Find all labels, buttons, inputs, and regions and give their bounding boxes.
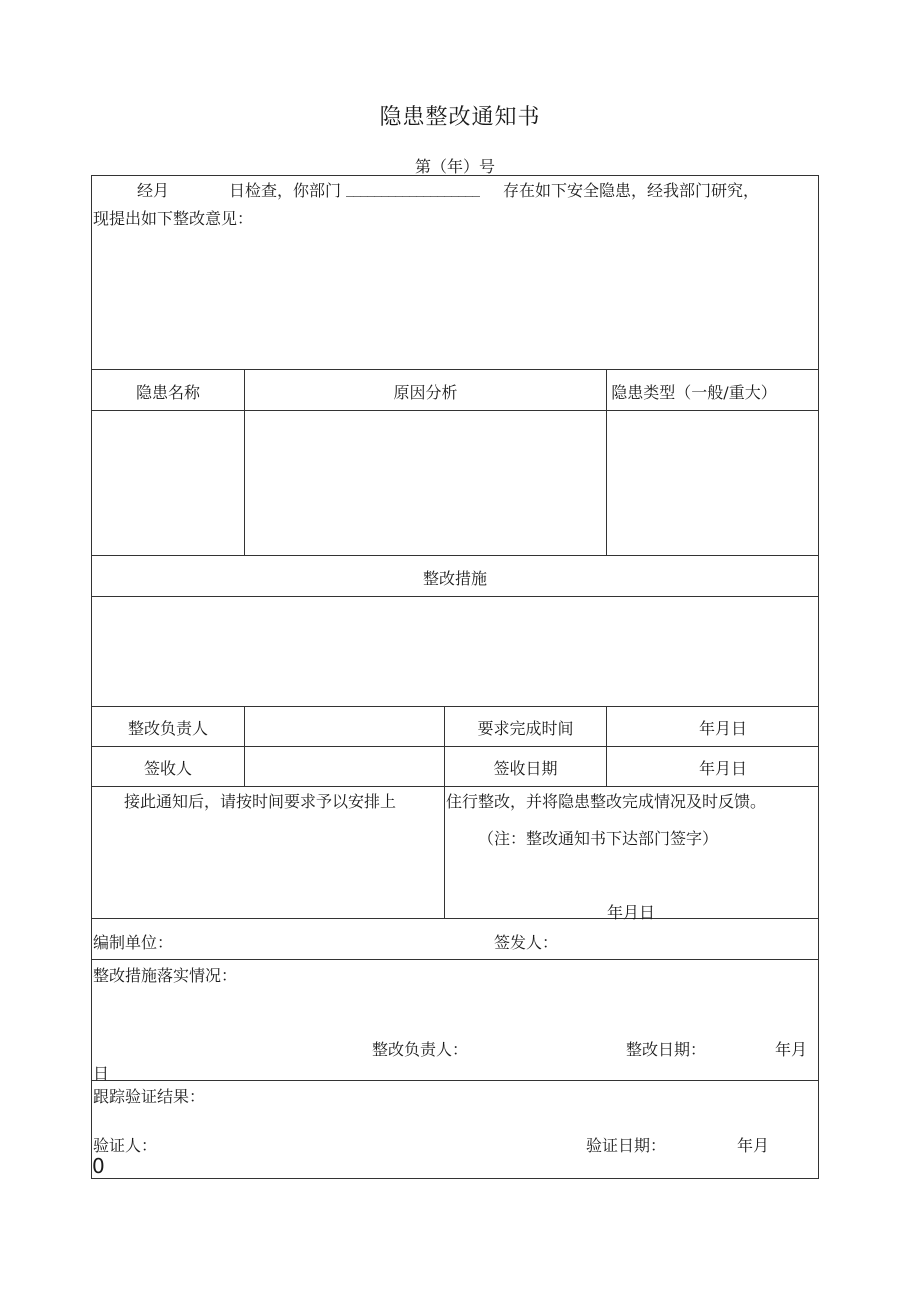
hazard-name-header: 隐患名称 (135, 383, 200, 402)
deadline-label: 要求完成时间 (477, 719, 574, 738)
verification-date-zero: 0 (92, 1154, 105, 1178)
divider (91, 706, 819, 707)
divider (91, 918, 819, 919)
divider (91, 596, 819, 597)
hazard-statement: 存在如下安全隐患，经我部门研究， (503, 181, 760, 200)
document-number: 第（年）号 (414, 157, 495, 176)
implementation-date-label: 整改日期： (626, 1040, 707, 1059)
notice-text-left: 接此通知后，请按时间要求予以安排上 (124, 792, 397, 811)
form-frame (91, 175, 819, 1179)
divider (91, 746, 819, 747)
divider (244, 706, 245, 786)
receipt-date-label: 签收日期 (493, 759, 558, 778)
divider (91, 786, 819, 787)
rectification-opinion-label: 现提出如下整改意见： (93, 209, 254, 228)
notice-date: 年月日 (607, 903, 656, 922)
notice-note: （注：整改通知书下达部门签字） (478, 829, 719, 848)
divider (91, 555, 819, 556)
receiver-label: 签收人 (143, 759, 192, 778)
divider (91, 959, 819, 960)
receipt-date: 年月日 (698, 759, 747, 778)
cause-analysis-header: 原因分析 (393, 383, 458, 402)
responsible-person-label: 整改负责人 (127, 719, 208, 738)
implementation-responsible-label: 整改负责人： (372, 1040, 469, 1059)
inspection-day-label: 日检查，你部门 (229, 181, 342, 200)
implementation-date-year-month: 年月 (775, 1040, 808, 1059)
inspection-month-label: 经月 (137, 181, 170, 200)
tracking-result-label: 跟踪验证结果： (93, 1087, 206, 1106)
verifier-label: 验证人： (93, 1136, 158, 1155)
compile-unit-label: 编制单位： (93, 933, 174, 952)
implementation-label: 整改措施落实情况： (93, 966, 238, 985)
measures-header: 整改措施 (422, 569, 487, 588)
verification-date-year-month: 年月 (737, 1136, 770, 1155)
department-blank: ___________________ (346, 178, 479, 197)
divider (91, 1080, 819, 1081)
deadline-date: 年月日 (698, 719, 747, 738)
divider (91, 410, 819, 411)
verification-date-label: 验证日期： (586, 1136, 667, 1155)
notice-text-right: 住行整改，并将隐患整改完成情况及时反馈。 (446, 792, 767, 811)
hazard-type-header: 隐患类型（一般/重大） (611, 383, 777, 402)
divider (91, 369, 819, 370)
page-title: 隐患整改通知书 (379, 105, 541, 130)
implementation-date-day: 日 (93, 1064, 110, 1083)
issuer-label: 签发人： (494, 933, 559, 952)
